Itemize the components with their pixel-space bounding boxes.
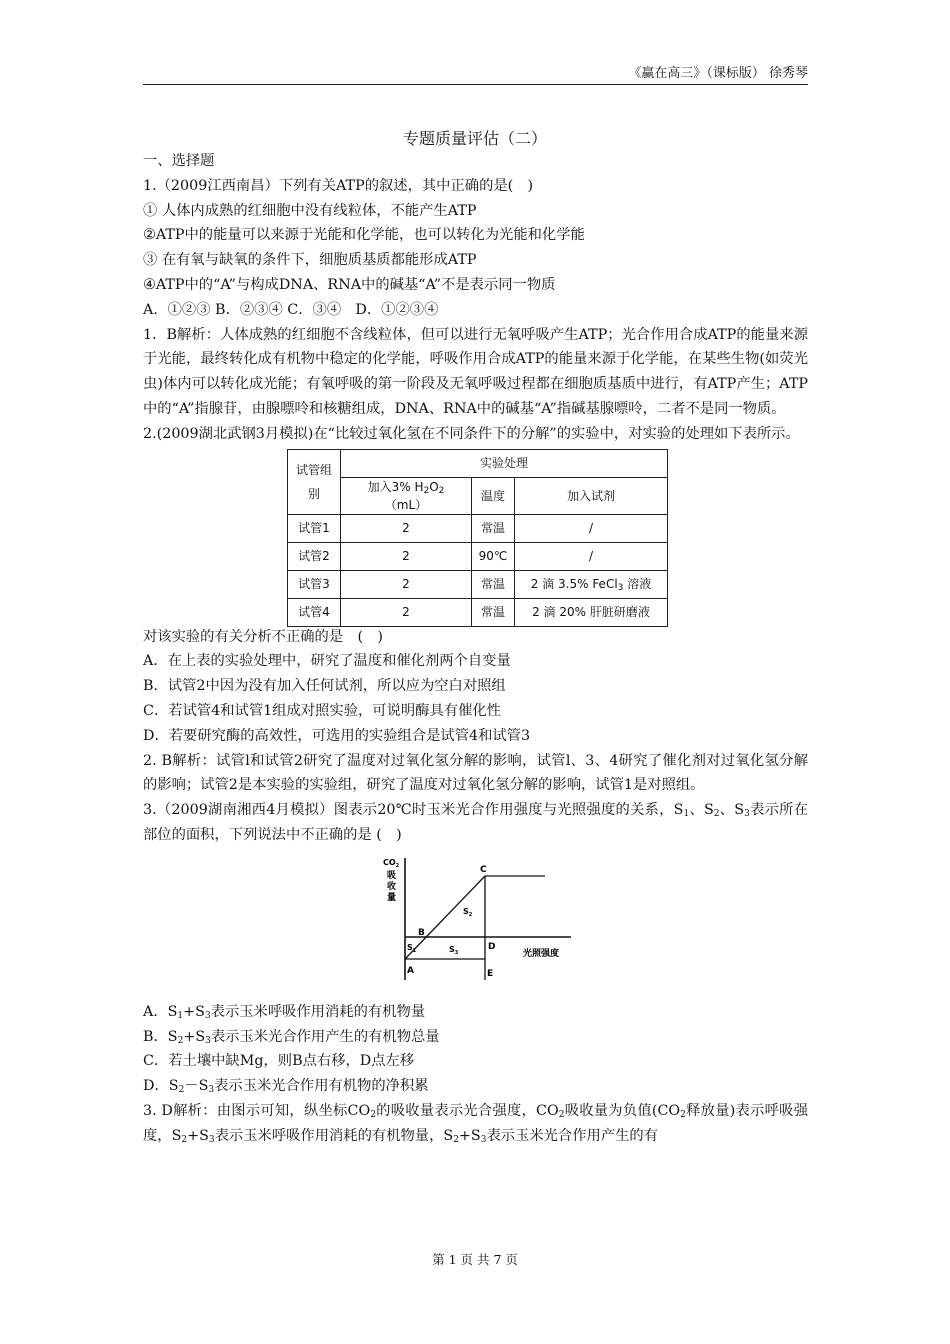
table-row: 试管3 2 常温 2 滴 3.5% FeCl$_3$ 溶液 <box>288 570 668 598</box>
document-body <box>143 149 808 1149</box>
y-axis-label-char: 量 <box>387 892 397 903</box>
q1-item: ②ATP中的能量可以来源于光能和化学能，也可以转化为光能和化学能 <box>143 227 585 244</box>
point-d-label: D <box>488 941 496 952</box>
q3-option: B．$S_2+S_3$表示玉米光合作用产生的有机物总量 <box>143 1028 440 1046</box>
point-c-label: C <box>480 864 487 875</box>
section-heading: 一、选择题 <box>143 153 215 169</box>
q2-analysis: 2. B解析：试管l和试管2研究了温度对过氧化氢分解的影响，试管l、3、4研究了催化剂对过氧化氢分解的影响；试管2是本实验的实验组，研究了温度对过氧化氢分解的影响，试管1是对照组。 <box>143 752 808 794</box>
q2-option: B．试管2中因为没有加入任何试剂，所以应为空白对照组 <box>143 678 506 695</box>
experiment-table <box>287 449 668 627</box>
q1-item: ④ATP中的“A”与构成DNA、RNA中的碱基“A”不是表示同一物质 <box>143 276 556 293</box>
photosynthesis-diagram <box>371 852 581 998</box>
area-s3-label: $S_3$ <box>449 944 459 956</box>
table-row: 试管2 2 90℃ / <box>288 542 668 570</box>
x-axis-label: 光照强度 <box>523 948 560 959</box>
photosynthesis-figure-container <box>143 852 808 1000</box>
q1-item: ① 人体内成熟的红细胞中没有线粒体，不能产生ATP <box>143 202 477 219</box>
q3-stem: 3.（2009湖南湘西4月模拟）图表示20℃时玉米光合作用强度与光照强度的关系，$S_1$、$S_2$、$S_3$表示所在部位的面积，下列说法中不正确的是 ( ) <box>143 802 808 843</box>
q2-option: C．若试管4和试管1组成对照实验，可说明酶具有催化性 <box>143 702 501 719</box>
q2-option: A．在上表的实验处理中，研究了温度和催化剂两个自变量 <box>143 653 511 670</box>
q1-stem: 1.（2009江西南昌）下列有关ATP的叙述，其中正确的是( ) <box>143 177 534 194</box>
page-footer: 第 1 页 共 7 页 <box>432 1252 518 1267</box>
area-s1-label: $S_1$ <box>407 942 417 954</box>
table-header-treatment: 实验处理 <box>341 449 668 477</box>
table-col-reagent: 加入试剂 <box>515 477 668 514</box>
page-header <box>143 64 808 85</box>
q3-option: D．$S_2-S_3$表示玉米光合作用有机物的净积累 <box>143 1078 429 1096</box>
point-a-label: A <box>407 965 414 976</box>
table-row: 试管4 2 常温 2 滴 20% 肝脏研磨液 <box>288 598 668 626</box>
point-e-label: E <box>487 968 494 979</box>
q1-analysis: 1．B解析：人体成熟的红细胞不含线粒体，但可以进行无氧呼吸产生ATP；光合作用合成ATP的能量来源于光能，最终转化成有机物中稳定的化学能，呼吸作用合成ATP的能量来源于化学能，在某些生物(如荧光虫)体内可以转化成光能；有氧呼吸的第一阶段及无氧呼吸过程都在细胞质基质中进行，有ATP产生；ATP中的“A”指腺苷，由腺嘌呤和核糖组成，DNA、RNA中的碱基“A”指碱基腺嘌呤，二者不是同一物质。 <box>143 326 808 417</box>
q3-option: A．$S_1+S_3$表示玉米呼吸作用消耗的有机物量 <box>143 1003 426 1021</box>
q1-options: A．①②③ B．②③④ C．③④ D．①②③④ <box>143 301 439 318</box>
table-row: 试管1 2 常温 / <box>288 514 668 542</box>
header-text: 《赢在高三》（课标版） 徐秀琴 <box>628 66 808 81</box>
y-axis-label-char: 吸 <box>387 870 397 881</box>
point-b-label: B <box>418 927 425 938</box>
q3-analysis: 3. D解析：由图示可知，纵坐标$CO_2$的吸收量表示光合强度，$CO_2$吸收量为负值($CO_2$释放量)表示呼吸强度，$S_2+S_3$表示玉米呼吸作用消耗的有机物量，$S_2+S_3$表示玉米光合作用产生的有 <box>143 1102 808 1145</box>
table-col-temp: 温度 <box>472 477 515 514</box>
y-axis-label-co2: $CO_2$ <box>383 857 400 869</box>
y-axis-label-char: 收 <box>387 881 397 892</box>
q2-option: D．若要研究酶的高效性，可选用的实验组合是试管4和试管3 <box>143 727 531 744</box>
q2-question: 对该实验的有关分析不正确的是 ( ) <box>143 628 383 645</box>
q3-option: C．若土壤中缺Mg，则B点右移，D点左移 <box>143 1053 415 1070</box>
experiment-table-container <box>143 449 808 625</box>
table-header-group: 试管组别 <box>288 449 341 514</box>
q2-stem: 2.(2009湖北武钢3月模拟)在“比较过氧化氢在不同条件下的分解”的实验中，对实验的处理如下表所示。 <box>143 425 800 442</box>
table-col-h2o2: 加入3% $H_2O_2(mL)$ <box>341 477 472 514</box>
document-title: 专题质量评估（二） <box>402 129 547 148</box>
photosynthesis-curve <box>405 876 485 959</box>
q1-item: ③ 在有氧与缺氧的条件下，细胞质基质都能形成ATP <box>143 252 477 269</box>
area-s2-label: $S_2$ <box>463 906 473 918</box>
